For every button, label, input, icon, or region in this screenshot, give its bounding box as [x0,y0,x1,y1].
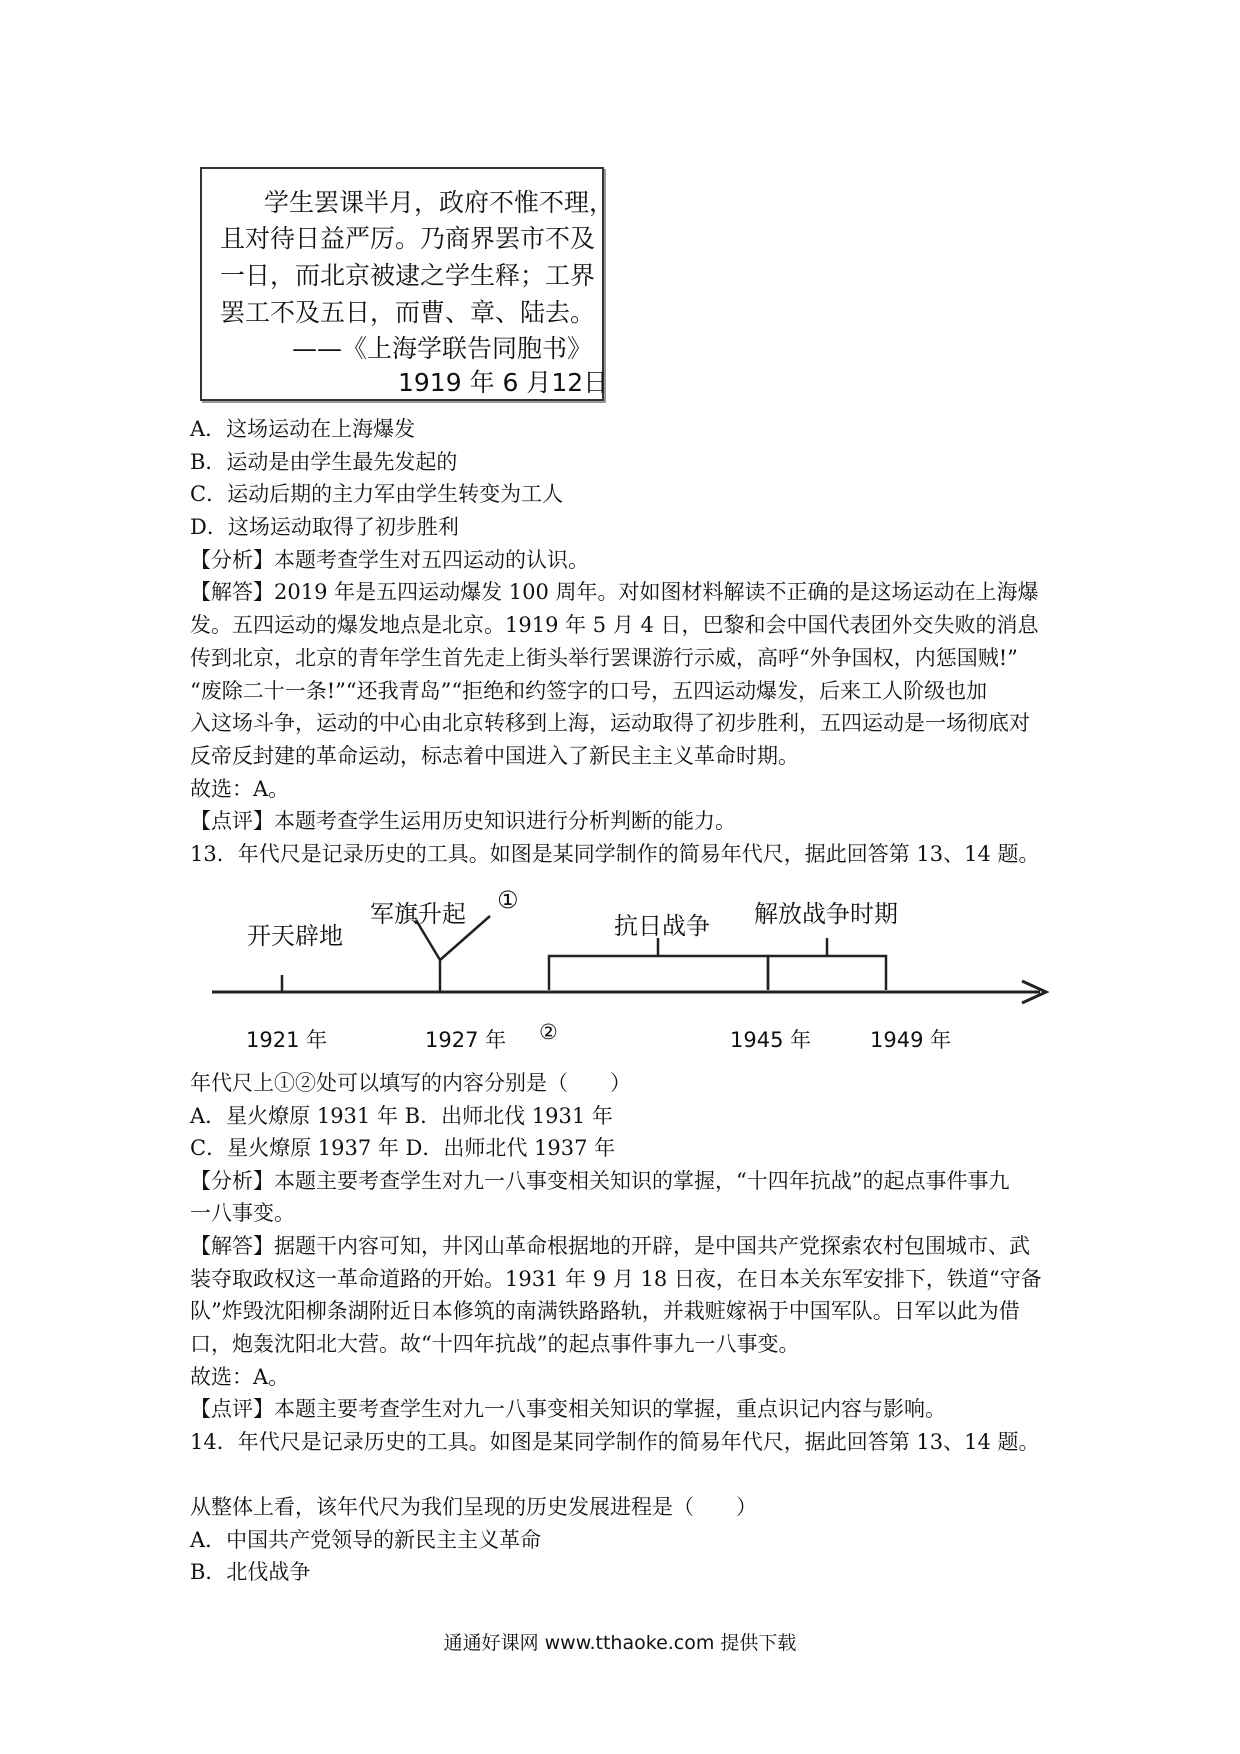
q13-options-cd: C．星火燎原 1937 年 D．出师北代 1937 年 [190,1136,616,1160]
q12-analysis: 【分析】本题考查学生对五四运动的认识。 [190,548,589,572]
q12-answer-line: 【解答】2019 年是五四运动爆发 100 周年。对如图材料解读不正确的是这场运动在上海爆 [190,580,1039,604]
q13-analysis-line: 一八事变。 [190,1201,295,1225]
label-junqi: 军旗升起 [370,900,466,928]
q12-answer-line: 入这场斗争，运动的中心由北京转移到上海，运动取得了初步胜利，五四运动是一场彻底对 [190,711,1030,735]
quote-line: 一日，而北京被逮之学生释；工界 [220,261,596,290]
kangri-bracket [549,938,768,990]
q12-answer-line: 发。五四运动的爆发地点是北京。1919 年 5 月 4 日，巴黎和会中国代表团外交失败的消息 [190,613,1039,637]
year-1949: 1949 年 [870,1028,952,1052]
q12-comment: 【点评】本题考查学生运用历史知识进行分析判断的能力。 [190,809,736,833]
q13-answer-line: 装夺取政权这一革命道路的开始。1931 年 9 月 18 日夜，在日本关东军安排下，铁道“守备 [190,1267,1042,1291]
q13-comment: 【点评】本题主要考查学生对九一八事变相关知识的掌握，重点识记内容与影响。 [190,1397,946,1421]
q13-stem: 13．年代尺是记录历史的工具。如图是某同学制作的简易年代尺，据此回答第 13、14 题。 [190,842,1040,866]
timeline-diagram [0,880,1240,1060]
label-marker-1: ① [497,886,519,914]
q12-answer-line: 传到北京，北京的青年学生首先走上街头举行罢课游行示威，高呼“外争国权，内惩国贼!” [190,646,1018,670]
quote-line: 罢工不及五日，而曹、章、陆去。 [220,298,596,327]
q14-stem: 14．年代尺是记录历史的工具。如图是某同学制作的简易年代尺，据此回答第 13、14 题。 [190,1430,1040,1454]
quote-source: ——《上海学联告同胞书》 [292,334,593,363]
q13-choice: 故选：A。 [190,1365,290,1389]
q14-question: 从整体上看，该年代尺为我们呈现的历史发展进程是（ ） [190,1495,757,1519]
q13-answer-line: 队”炸毁沈阳柳条湖附近日本修筑的南满铁路路轨，并栽赃嫁祸于中国军队。日军以此为借 [190,1299,1020,1323]
q14-option-b: B．北伐战争 [190,1560,311,1584]
year-1921: 1921 年 [246,1028,328,1052]
q12-option-d: D．这场运动取得了初步胜利 [190,515,459,539]
year-1927: 1927 年 [425,1028,507,1052]
quote-line: 且对待日益严厉。乃商界罢市不及 [220,224,596,253]
label-marker-2: ② [539,1020,558,1044]
quote-line: 学生罢课半月，政府不惟不理， [264,188,615,217]
label-kangri: 抗日战争 [614,912,710,940]
q13-options-ab: A．星火燎原 1931 年 B．出师北伐 1931 年 [190,1104,613,1128]
q12-option-a: A．这场运动在上海爆发 [190,417,416,441]
q12-answer-line: “废除二十一条!”“还我青岛”“拒绝和约签字的口号，五四运动爆发，后来工人阶级也加 [190,679,988,703]
q12-choice: 故选：A。 [190,777,290,801]
jiefang-bracket [768,938,886,990]
q13-analysis-line: 【分析】本题主要考查学生对九一八事变相关知识的掌握，“十四年抗战”的起点事件事九 [190,1169,1010,1193]
q13-answer-line: 口，炮轰沈阳北大营。故“十四年抗战”的起点事件事九一八事变。 [190,1332,800,1356]
q14-option-a: A．中国共产党领导的新民主主义革命 [190,1528,542,1552]
q13-answer-line: 【解答】据题干内容可知，井冈山革命根据地的开辟，是中国共产党探索农村包围城市、武 [190,1234,1030,1258]
year-1945: 1945 年 [730,1028,812,1052]
quote-date: 1919 年 6 月12日 [398,368,609,397]
page-footer: 通通好课网 www.tthaoke.com 提供下载 [443,1632,797,1654]
q12-answer-line: 反帝反封建的革命运动，标志着中国进入了新民主主义革命时期。 [190,744,799,768]
q13-question: 年代尺上①②处可以填写的内容分别是（ ） [190,1071,631,1095]
label-jiefang: 解放战争时期 [754,900,898,928]
q12-option-b: B．运动是由学生最先发起的 [190,450,458,474]
q12-option-c: C．运动后期的主力军由学生转变为工人 [190,482,564,506]
label-kaitian: 开天辟地 [247,922,343,950]
quote-box [200,167,615,401]
